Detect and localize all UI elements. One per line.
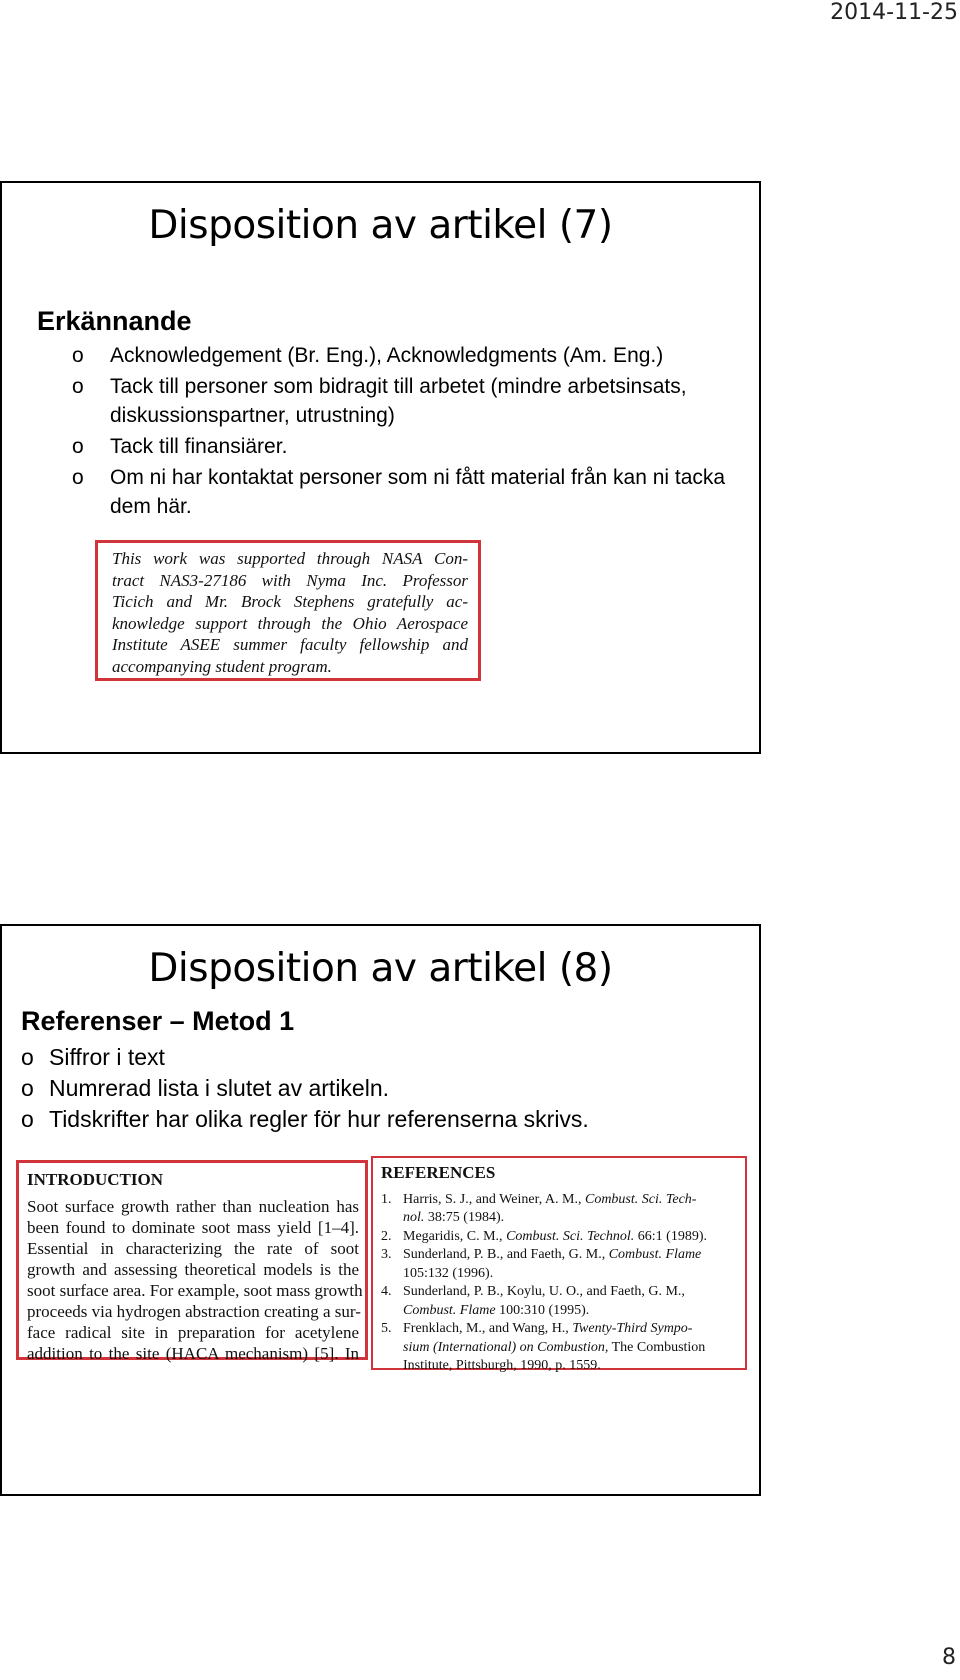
excerpt-line: tract NAS3-27186 with Nyma Inc. Professor [112, 570, 468, 590]
list-item [72, 463, 752, 521]
reference-item [381, 1320, 739, 1376]
journal-name: Combust. Sci. Technol. [506, 1228, 635, 1244]
excerpt-line: addition to the site (HACA mechanism) [5]. In [27, 1344, 359, 1363]
excerpt-line: Soot surface growth rather than nucleation has [27, 1197, 359, 1216]
excerpt-line: proceeds via hydrogen abstraction creating a sur- [27, 1302, 361, 1321]
references-heading: REFERENCES [381, 1163, 496, 1182]
excerpt-line: knowledge support through the Ohio Aerospace [112, 613, 468, 633]
bullet-text: Tack till personer som bidragit till arbetet (mindre arbetsinsats, diskussionspartner, utrustning) [110, 375, 687, 427]
reference-number: 4. [381, 1284, 392, 1299]
bullet-text: Acknowledgement (Br. Eng.), Acknowledgments (Am. Eng.) [110, 344, 664, 367]
journal-name: Combust. Sci. Tech- [584, 1191, 697, 1207]
bullet-marker: o [21, 1044, 34, 1070]
reference-number: 1. [381, 1191, 392, 1207]
excerpt-line: Institute ASEE summer faculty fellowship and [112, 635, 468, 654]
reference-text: Sunderland, P. B., and Faeth, G. M., [403, 1247, 609, 1262]
bullet-marker: o [72, 375, 84, 398]
introduction-heading: INTRODUCTION [27, 1170, 164, 1189]
excerpt-line: growth and assessing theoretical models is the [27, 1260, 359, 1279]
bullet-marker: o [21, 1106, 34, 1132]
bullet-text: Siffror i text [49, 1044, 165, 1070]
bullet-text: Numrerad lista i slutet av artikeln. [49, 1075, 390, 1101]
excerpt-line: Essential in characterizing the rate of soot [27, 1239, 359, 1258]
reference-item [381, 1246, 739, 1283]
excerpt-line: Ticich and Mr. Brock Stephens gratefully ac- [112, 592, 468, 611]
excerpt-line: accompanying student program. [112, 656, 332, 676]
page-number: 8 [942, 1645, 956, 1670]
reference-text: 105:132 (1996). [403, 1265, 494, 1281]
bullet-text: Tidskrifter har olika regler för hur referenserna skrivs. [49, 1106, 589, 1132]
excerpt-line: This work was supported through NASA Con- [112, 549, 468, 568]
reference-text: 38:75 (1984). [424, 1210, 505, 1225]
reference-number: 5. [381, 1321, 392, 1336]
bullet-list [72, 341, 752, 523]
excerpt-line: soot surface area. For example, soot mass growth [27, 1281, 363, 1300]
slide-8 [0, 924, 761, 1496]
list-item [21, 1073, 756, 1104]
reference-text: Institute, Pittsburgh, 1990, p. 1559. [403, 1358, 601, 1373]
list-item [72, 432, 752, 461]
references-excerpt [371, 1156, 747, 1373]
reference-text: Sunderland, P. B., Koylu, U. O., and Faeth, G. M., [403, 1284, 685, 1299]
excerpt-line: been found to dominate soot mass yield [1–4]. [27, 1218, 359, 1237]
journal-name: sium (International) on Combustion, [403, 1339, 609, 1355]
section-heading: Referenser – Metod 1 [21, 1006, 295, 1036]
slide-title: Disposition av artikel (7) [148, 203, 613, 248]
reference-text: Megaridis, C. M., [403, 1228, 507, 1244]
journal-name: Combust. Flame [608, 1247, 702, 1262]
list-item [21, 1042, 756, 1073]
introduction-excerpt [16, 1160, 368, 1363]
reference-item [381, 1228, 739, 1247]
reference-item [381, 1191, 739, 1228]
bullet-list [21, 1042, 756, 1135]
excerpt-line: face radical site in preparation for acetylene [27, 1323, 359, 1342]
bullet-marker: o [72, 344, 84, 367]
reference-number: 2. [381, 1228, 392, 1244]
bullet-text: Om ni har kontaktat personer som ni fått material från kan ni tacka dem här. [110, 466, 726, 518]
journal-name: Twenty-Third Sympo- [572, 1321, 693, 1336]
bullet-marker: o [21, 1075, 34, 1101]
journal-name: nol. [403, 1210, 425, 1225]
page-date: 2014-11-25 [830, 0, 958, 25]
journal-name: Combust. Flame [403, 1302, 496, 1318]
list-item [72, 341, 752, 370]
slide-title: Disposition av artikel (8) [148, 946, 613, 991]
bullet-marker: o [72, 435, 84, 458]
list-item [21, 1104, 756, 1135]
bullet-text: Tack till finansiärer. [110, 435, 288, 458]
reference-number: 3. [381, 1247, 392, 1262]
reference-item [381, 1283, 739, 1320]
list-item [72, 372, 752, 430]
acknowledgment-excerpt [95, 540, 481, 681]
reference-text: 66:1 (1989). [634, 1228, 707, 1244]
slide-7 [0, 181, 761, 754]
reference-text: Frenklach, M., and Wang, H., [403, 1321, 573, 1336]
bullet-marker: o [72, 466, 84, 489]
reference-text: 100:310 (1995). [495, 1302, 590, 1318]
reference-text: The Combustion [608, 1339, 706, 1355]
reference-text: Harris, S. J., and Weiner, A. M., [403, 1191, 585, 1207]
section-heading: Erkännande [37, 306, 192, 336]
